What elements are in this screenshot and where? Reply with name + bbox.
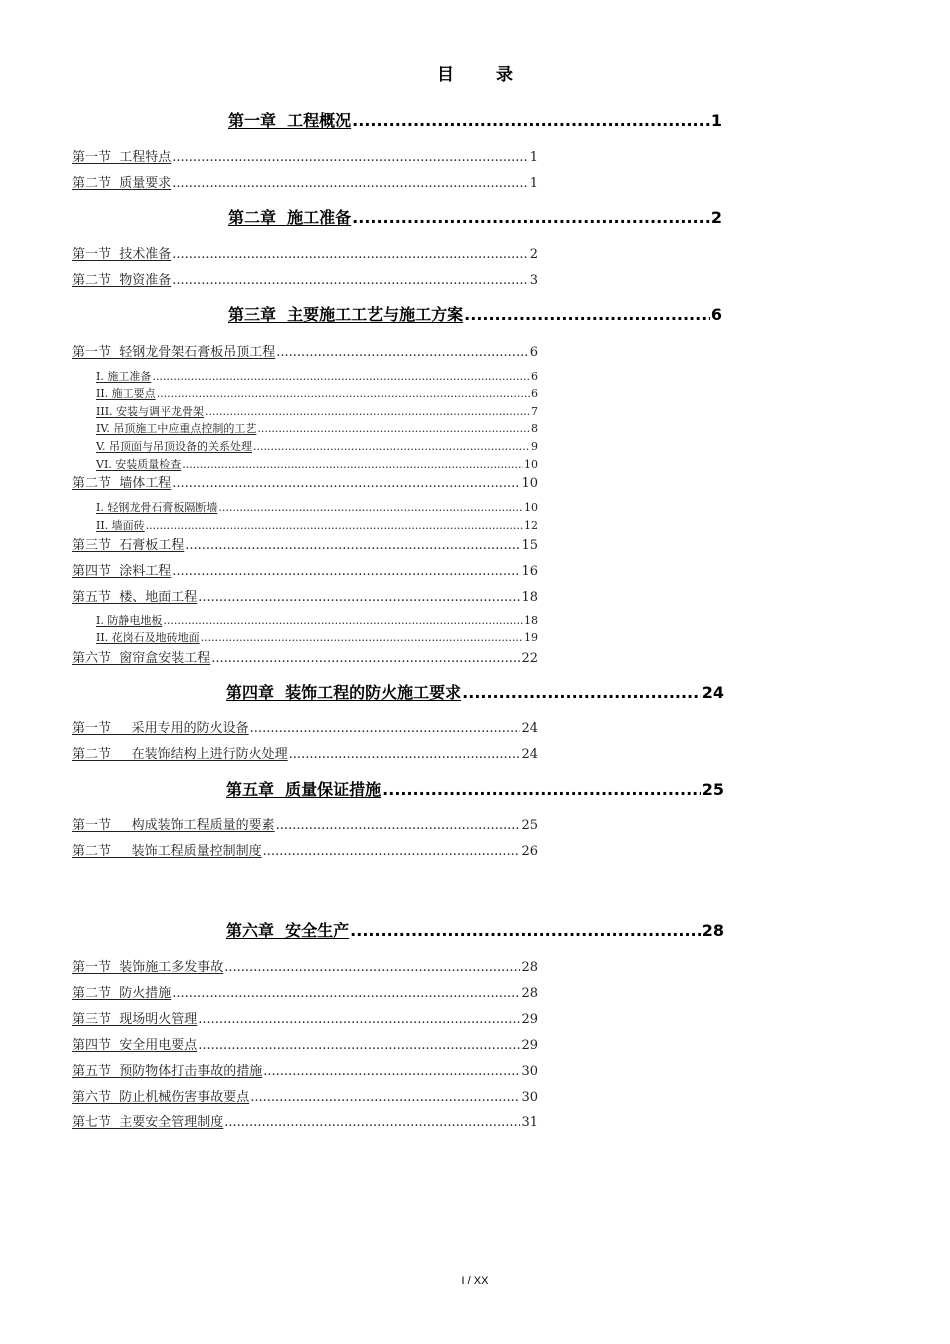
toc-section[interactable]: 第一节 工程特点 ..... 1 [72, 146, 538, 165]
toc-section[interactable]: 第二节 防火措施 ..... 28 [72, 982, 538, 1001]
toc-subsection[interactable]: III. 安装与调平龙骨架 ..... 7 [96, 403, 538, 419]
page-title: 目 录 [437, 65, 531, 85]
toc-section[interactable]: 第一节 技术准备 ..... 2 [72, 243, 538, 262]
toc-section[interactable]: 第七节 主要安全管理制度 ..... 31 [72, 1111, 538, 1130]
toc-subsection[interactable]: V. 吊顶面与吊顶设备的关系处理 ..... 9 [96, 438, 538, 454]
toc-chapter-1[interactable] [228, 108, 722, 131]
toc-page: 1 [710, 111, 722, 130]
toc-section[interactable]: 第二节 物资准备 ..... 3 [72, 269, 538, 288]
toc-section[interactable]: 第一节 构成装饰工程质量的要素 ..... 25 [72, 814, 538, 833]
toc-section[interactable]: 第二节 墙体工程 ..... 10 [72, 472, 538, 491]
toc-section[interactable]: 第二节 装饰工程质量控制制度 ..... 26 [72, 840, 538, 859]
toc-section[interactable]: 第三节 石膏板工程 ..... 15 [72, 534, 538, 553]
toc-subsection[interactable]: I. 轻钢龙骨石膏板隔断墙 ..... 10 [96, 499, 538, 515]
toc-section[interactable]: 第四节 安全用电要点 ..... 29 [72, 1034, 538, 1053]
toc-section[interactable]: 第三节 现场明火管理 ..... 29 [72, 1008, 538, 1027]
toc-subsection[interactable]: I. 施工准备 ..... 6 [96, 368, 538, 384]
toc-subsection[interactable]: II. 墙面砖 ..... 12 [96, 517, 538, 533]
toc-subsection[interactable]: I. 防静电地板 ..... 18 [96, 612, 538, 628]
toc-subsection[interactable]: VI. 安装质量检查 ..... 10 [96, 456, 538, 472]
toc-subsection[interactable]: IV. 吊顶施工中应重点控制的工艺 ..... 8 [96, 420, 538, 436]
toc-section[interactable]: 第一节 装饰施工多发事故 ..... 28 [72, 956, 538, 975]
toc-section[interactable]: 第五节 预防物体打击事故的措施 ..... 30 [72, 1060, 538, 1079]
toc-section[interactable]: 第六节 窗帘盒安装工程 ..... 22 [72, 647, 538, 666]
toc-section[interactable]: 第四节 涂料工程 ..... 16 [72, 560, 538, 579]
toc-section[interactable]: 第一节 轻钢龙骨架石膏板吊顶工程 ..... 6 [72, 341, 538, 360]
toc-label: 第一章 工程概况 [228, 111, 352, 130]
toc-chapter-4[interactable]: 第四章 装饰工程的防火施工要求 ..... 24 [226, 680, 724, 703]
toc-chapter-6[interactable]: 第六章 安全生产 ..... 28 [226, 918, 724, 941]
page-footer: I / XX [461, 1275, 489, 1287]
toc-subsection[interactable]: II. 施工要点 ..... 6 [96, 385, 538, 401]
toc-subsection[interactable]: II. 花岗石及地砖地面 ..... 19 [96, 629, 538, 645]
toc-section[interactable]: 第六节 防止机械伤害事故要点 ..... 30 [72, 1086, 538, 1105]
toc-chapter-3[interactable]: 第三章 主要施工工艺与施工方案 ..... 6 [228, 302, 722, 325]
toc-section[interactable]: 第二节 在装饰结构上进行防火处理 ..... 24 [72, 743, 538, 762]
toc-section[interactable]: 第一节 采用专用的防火设备 ..... 24 [72, 717, 538, 736]
toc-section[interactable]: 第五节 楼、地面工程 ..... 18 [72, 586, 538, 605]
toc-chapter-5[interactable]: 第五章 质量保证措施 ..... 25 [226, 777, 724, 800]
toc-section[interactable]: 第二节 质量要求 ..... 1 [72, 172, 538, 191]
toc-chapter-2[interactable]: 第二章 施工准备 ..... 2 [228, 205, 722, 228]
